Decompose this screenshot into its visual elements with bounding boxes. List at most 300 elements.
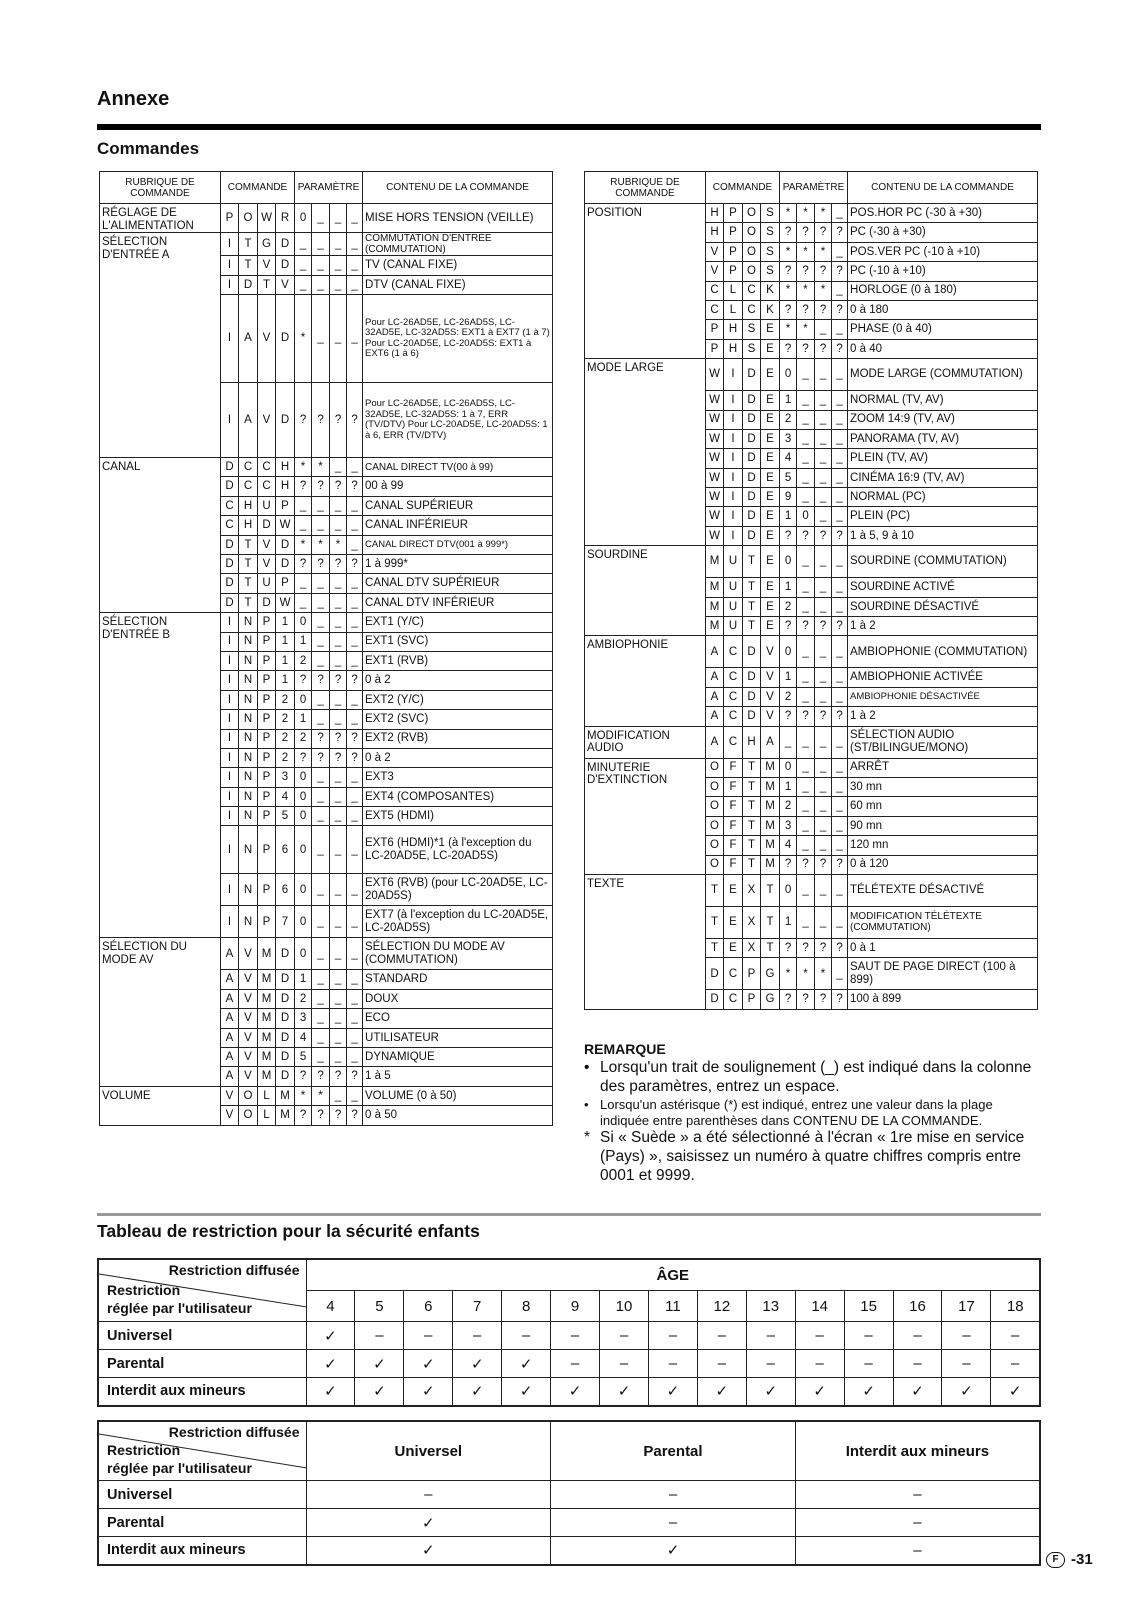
command-char: F [724,816,743,835]
param-char: ? [832,990,848,1009]
command-char: O [743,204,761,223]
table-row [100,233,553,256]
command-char: D [743,488,761,507]
param-char: _ [330,768,347,787]
param-char: _ [797,449,815,468]
param-char: _ [330,651,347,670]
param-char: _ [347,613,363,632]
param-char: 1 [295,710,312,729]
corner-bottom-label-1: Restriction [107,1442,181,1458]
content-cell: AMBIOPHONIE DÉSACTIVÉE [848,687,1038,706]
content-cell: TÉLÉTEXTE DÉSACTIVÉ [848,874,1038,906]
command-char: V [239,1067,258,1086]
content-cell: CINÉMA 16:9 (TV, AV) [848,468,1038,487]
param-char: _ [347,1086,363,1105]
param-char: 2 [780,597,797,616]
age-cell: 16 [893,1291,942,1322]
command-char: 2 [276,710,295,729]
command-char: N [239,826,258,874]
param-char: ? [797,855,815,874]
param-char: 2 [295,651,312,670]
corner-header [98,1421,306,1481]
restriction-mark: – [746,1350,795,1378]
param-char: _ [815,668,832,687]
param-char: ? [312,1067,330,1086]
param-char: ? [815,855,832,874]
param-char: _ [330,989,347,1008]
content-cell: NORMAL (TV, AV) [848,391,1038,410]
param-char: * [295,458,312,477]
command-char: M [258,970,276,989]
remarque-item [584,1059,1044,1097]
content-cell: SÉLECTION DU MODE AV (COMMUTATION) [363,938,553,970]
table-row [98,1378,1040,1406]
param-char: _ [330,1086,347,1105]
command-char: X [743,874,761,906]
col-parametre: PARAMÈTRE [295,172,363,204]
param-char: 1 [780,507,797,526]
command-char: I [724,449,743,468]
content-cell: HORLOGE (0 à 180) [848,281,1038,300]
param-char: _ [797,391,815,410]
command-char: W [706,359,724,391]
command-char: I [221,826,239,874]
restriction-mark: ✓ [746,1378,795,1406]
restriction-mark: – [355,1322,404,1350]
param-char: 4 [780,449,797,468]
param-char: _ [347,204,363,233]
command-char: N [239,729,258,748]
param-char: ? [815,262,832,281]
param-char: ? [330,671,347,690]
param-char: ? [312,477,330,496]
param-char: 0 [295,787,312,806]
param-char: _ [815,777,832,796]
restriction-mark: ✓ [648,1378,697,1406]
param-char: _ [295,496,312,515]
command-char: O [706,816,724,835]
command-char: O [239,1086,258,1105]
param-char: _ [312,574,330,593]
param-char: 1 [295,632,312,651]
table-row [585,758,1038,777]
content-cell: MODE LARGE (COMMUTATION) [848,359,1038,391]
param-char: _ [347,651,363,670]
command-char: T [743,855,761,874]
param-char: ? [295,671,312,690]
param-char: ? [312,671,330,690]
param-char: _ [330,275,347,294]
col-commande: COMMANDE [221,172,295,204]
param-char: _ [832,204,848,223]
col-contenu: CONTENU DE LA COMMANDE [848,172,1038,204]
rating-header-interdit: Interdit aux mineurs [795,1421,1040,1481]
command-char: C [743,300,761,319]
content-cell: SOURDINE ACTIVÉ [848,578,1038,597]
command-char: P [724,262,743,281]
command-char: N [239,874,258,906]
param-char: _ [330,496,347,515]
param-char: 2 [295,989,312,1008]
child-lock-title: Tableau de restriction pour la sécurité enfants [97,1221,480,1241]
param-char: ? [780,526,797,545]
age-cell: 13 [746,1291,795,1322]
restriction-mark: – [942,1322,991,1350]
command-char: K [761,281,780,300]
param-char: _ [347,906,363,938]
command-char: P [258,826,276,874]
param-char: _ [295,593,312,612]
param-char: _ [815,391,832,410]
param-char: _ [312,807,330,826]
section-rule [97,124,1041,130]
param-char: _ [347,233,363,256]
rating-restriction-table [97,1420,1041,1566]
command-char: I [724,410,743,429]
param-char: ? [312,748,330,767]
command-char: U [724,597,743,616]
content-cell: 0 à 50 [363,1106,553,1125]
command-char: E [761,546,780,578]
command-char: A [761,726,780,758]
content-cell: 1 à 5 [363,1067,553,1086]
command-char: E [724,906,743,938]
param-char: _ [832,578,848,597]
command-char: C [221,516,239,535]
param-char: _ [815,546,832,578]
command-char: A [706,726,724,758]
param-char: ? [797,300,815,319]
command-char: W [706,429,724,448]
asterisk-mark: * [584,1129,591,1147]
command-char: D [276,295,295,383]
param-char: _ [312,1009,330,1028]
param-char: 0 [295,768,312,787]
command-char: F [724,758,743,777]
param-char: ? [815,990,832,1009]
command-char: D [706,990,724,1009]
param-char: _ [815,687,832,706]
corner-top-label: Restriction diffusée [168,1424,300,1440]
command-char: I [221,295,239,383]
param-char: ? [347,383,363,458]
content-cell: EXT6 (RVB) (pour LC-20AD5E, LC-20AD5S) [363,874,553,906]
param-char: 0 [295,613,312,632]
param-char: ? [780,990,797,1009]
commands-title: Commandes [97,139,200,158]
remarque-item [584,1097,1044,1130]
command-char: P [258,787,276,806]
param-char: _ [832,906,848,938]
content-cell: 1 à 999* [363,555,553,574]
param-char: _ [832,449,848,468]
command-char: E [761,468,780,487]
command-char: U [258,496,276,515]
command-char: A [221,1009,239,1028]
param-char: _ [312,826,330,874]
age-cell: 18 [991,1291,1040,1322]
command-char: V [258,295,276,383]
restriction-mark: – [942,1350,991,1378]
param-char: 4 [780,836,797,855]
command-char: N [239,906,258,938]
restriction-mark: ✓ [355,1378,404,1406]
command-char: R [276,204,295,233]
param-char: * [312,458,330,477]
content-cell: 0 à 1 [848,938,1038,957]
command-char: V [221,1106,239,1125]
command-char: L [724,281,743,300]
param-char: _ [797,359,815,391]
command-char: T [239,574,258,593]
rating-header-parental: Parental [551,1421,796,1481]
content-cell: POS.VER PC (-10 à +10) [848,242,1038,261]
param-char: _ [797,597,815,616]
command-char: U [724,546,743,578]
param-char: ? [295,555,312,574]
command-char: O [706,797,724,816]
command-char: D [743,391,761,410]
param-char: _ [797,777,815,796]
table-row [100,1086,553,1105]
corner-header [98,1259,306,1322]
param-char: * [312,1086,330,1105]
command-char: C [743,281,761,300]
remarque-item [584,1129,1044,1186]
restriction-mark: ✓ [306,1509,551,1537]
restriction-mark: – [600,1322,649,1350]
param-char: * [295,295,312,383]
restriction-mark: ✓ [453,1350,502,1378]
param-char: 2 [780,410,797,429]
command-char: F [724,836,743,855]
command-char: O [706,855,724,874]
restriction-mark: – [600,1350,649,1378]
col-rubrique: RUBRIQUE DE COMMANDE [100,172,221,204]
command-char: W [706,507,724,526]
param-char: ? [330,729,347,748]
param-char: ? [797,938,815,957]
rubrique-cell: POSITION [585,204,706,359]
rubrique-cell: AMBIOPHONIE [585,636,706,726]
param-char: _ [347,768,363,787]
command-char: D [276,256,295,275]
command-char: D [743,410,761,429]
content-cell: 0 à 120 [848,855,1038,874]
param-char: 0 [780,758,797,777]
param-char: _ [347,632,363,651]
param-char: ? [832,262,848,281]
command-char: 6 [276,826,295,874]
content-cell: EXT2 (Y/C) [363,690,553,709]
content-cell: CANAL INFÉRIEUR [363,516,553,535]
content-cell: EXT4 (COMPOSANTES) [363,787,553,806]
table-row [100,204,553,233]
param-char: _ [832,958,848,990]
param-char: _ [295,233,312,256]
command-char: U [724,617,743,636]
command-char: C [706,300,724,319]
param-char: 0 [780,636,797,668]
param-char: _ [815,636,832,668]
command-char: V [276,275,295,294]
restriction-mark: – [551,1322,600,1350]
page-number [1046,1551,1093,1568]
command-char: W [706,410,724,429]
command-char: S [743,339,761,358]
param-char: ? [832,707,848,726]
restriction-mark: ✓ [502,1378,551,1406]
param-char: _ [832,468,848,487]
param-char: _ [815,874,832,906]
param-char: * [780,958,797,990]
command-char: N [239,710,258,729]
command-char: V [761,687,780,706]
param-char: _ [832,836,848,855]
rubrique-cell: SÉLECTION D'ENTRÉE B [100,613,221,938]
command-char: D [258,516,276,535]
age-cell: 9 [551,1291,600,1322]
table-row [100,458,553,477]
param-char: _ [295,516,312,535]
content-cell: SOURDINE (COMMUTATION) [848,546,1038,578]
param-char: ? [797,526,815,545]
param-char: 0 [295,874,312,906]
command-char: S [761,262,780,281]
param-char: _ [330,710,347,729]
rating-row-label: Universel [98,1322,306,1350]
content-cell: DYNAMIQUE [363,1048,553,1067]
param-char: _ [347,970,363,989]
command-char: L [258,1106,276,1125]
content-cell: PC (-10 à +10) [848,262,1038,281]
command-char: C [724,668,743,687]
content-cell: SAUT DE PAGE DIRECT (100 à 899) [848,958,1038,990]
command-char: L [258,1086,276,1105]
param-char: _ [815,320,832,339]
command-char: W [706,526,724,545]
param-char: _ [330,458,347,477]
corner-bottom-label-1: Restriction [107,1282,181,1298]
command-char: M [761,797,780,816]
command-char: O [743,262,761,281]
command-char: I [221,632,239,651]
command-char: M [258,1009,276,1028]
command-char: I [221,729,239,748]
param-char: _ [347,787,363,806]
param-char: 0 [295,938,312,970]
param-char: ? [780,339,797,358]
param-char: _ [330,1009,347,1028]
command-char: N [239,807,258,826]
param-char: ? [347,1067,363,1086]
command-char: I [221,748,239,767]
rating-row-label: Interdit aux mineurs [98,1537,306,1565]
command-char: I [724,526,743,545]
command-char: M [706,546,724,578]
param-char: _ [312,768,330,787]
command-char: C [706,281,724,300]
command-char: W [706,449,724,468]
rubrique-cell: VOLUME [100,1086,221,1125]
param-char: _ [815,488,832,507]
param-char: _ [347,516,363,535]
param-char: _ [780,726,797,758]
param-char: _ [330,874,347,906]
command-char: P [258,613,276,632]
restriction-mark: – [551,1350,600,1378]
restriction-mark: ✓ [306,1350,355,1378]
content-cell: CANAL DIRECT DTV(001 à 999*) [363,535,553,554]
command-char: M [258,938,276,970]
param-char: _ [832,797,848,816]
restriction-mark: – [306,1481,551,1509]
command-char: M [258,1067,276,1086]
param-char: _ [832,636,848,668]
param-char: 5 [295,1048,312,1067]
param-char: _ [312,496,330,515]
param-char: _ [832,874,848,906]
command-char: D [276,1067,295,1086]
param-char: 2 [780,797,797,816]
restriction-mark: ✓ [697,1378,746,1406]
content-cell: EXT6 (HDMI)*1 (à l'exception du LC-20AD5E, LC-20AD5S) [363,826,553,874]
param-char: 0 [797,507,815,526]
restriction-mark: ✓ [306,1322,355,1350]
param-char: _ [832,726,848,758]
command-char: E [761,410,780,429]
content-cell: VOLUME (0 à 50) [363,1086,553,1105]
rubrique-cell: SÉLECTION DU MODE AV [100,938,221,1086]
corner-top-label: Restriction diffusée [168,1262,300,1278]
param-char: ? [347,1106,363,1125]
param-char: _ [347,710,363,729]
restriction-mark: ✓ [306,1537,551,1565]
command-char: V [239,1009,258,1028]
param-char: _ [347,458,363,477]
command-char: N [239,787,258,806]
command-char: A [706,707,724,726]
param-char: _ [815,410,832,429]
command-char: F [724,855,743,874]
command-char: M [258,1028,276,1047]
restriction-mark: ✓ [453,1378,502,1406]
command-char: H [239,516,258,535]
restriction-mark: – [697,1322,746,1350]
content-cell: EXT1 (SVC) [363,632,553,651]
content-cell: STANDARD [363,970,553,989]
param-char: ? [295,1067,312,1086]
param-char: _ [797,906,815,938]
command-char: D [743,707,761,726]
content-cell: CANAL DIRECT TV(00 à 99) [363,458,553,477]
command-char: M [761,777,780,796]
content-cell: UTILISATEUR [363,1028,553,1047]
param-char: _ [797,488,815,507]
command-char: O [706,777,724,796]
param-char: _ [797,816,815,835]
command-char: V [761,707,780,726]
param-char: 2 [780,687,797,706]
command-char: I [221,275,239,294]
content-cell: 0 à 2 [363,748,553,767]
command-char: H [276,477,295,496]
param-char: 0 [295,826,312,874]
command-char: 5 [276,807,295,826]
content-cell: Pour LC-26AD5E, LC-26AD5S, LC-32AD5E, LC-32AD5S: 1 à 7, ERR (TV/DTV) Pour LC-20AD5E, LC-20AD5S: 1 à 6, ERR (TV/DTV) [363,383,553,458]
param-char: ? [832,855,848,874]
command-char: 2 [276,690,295,709]
